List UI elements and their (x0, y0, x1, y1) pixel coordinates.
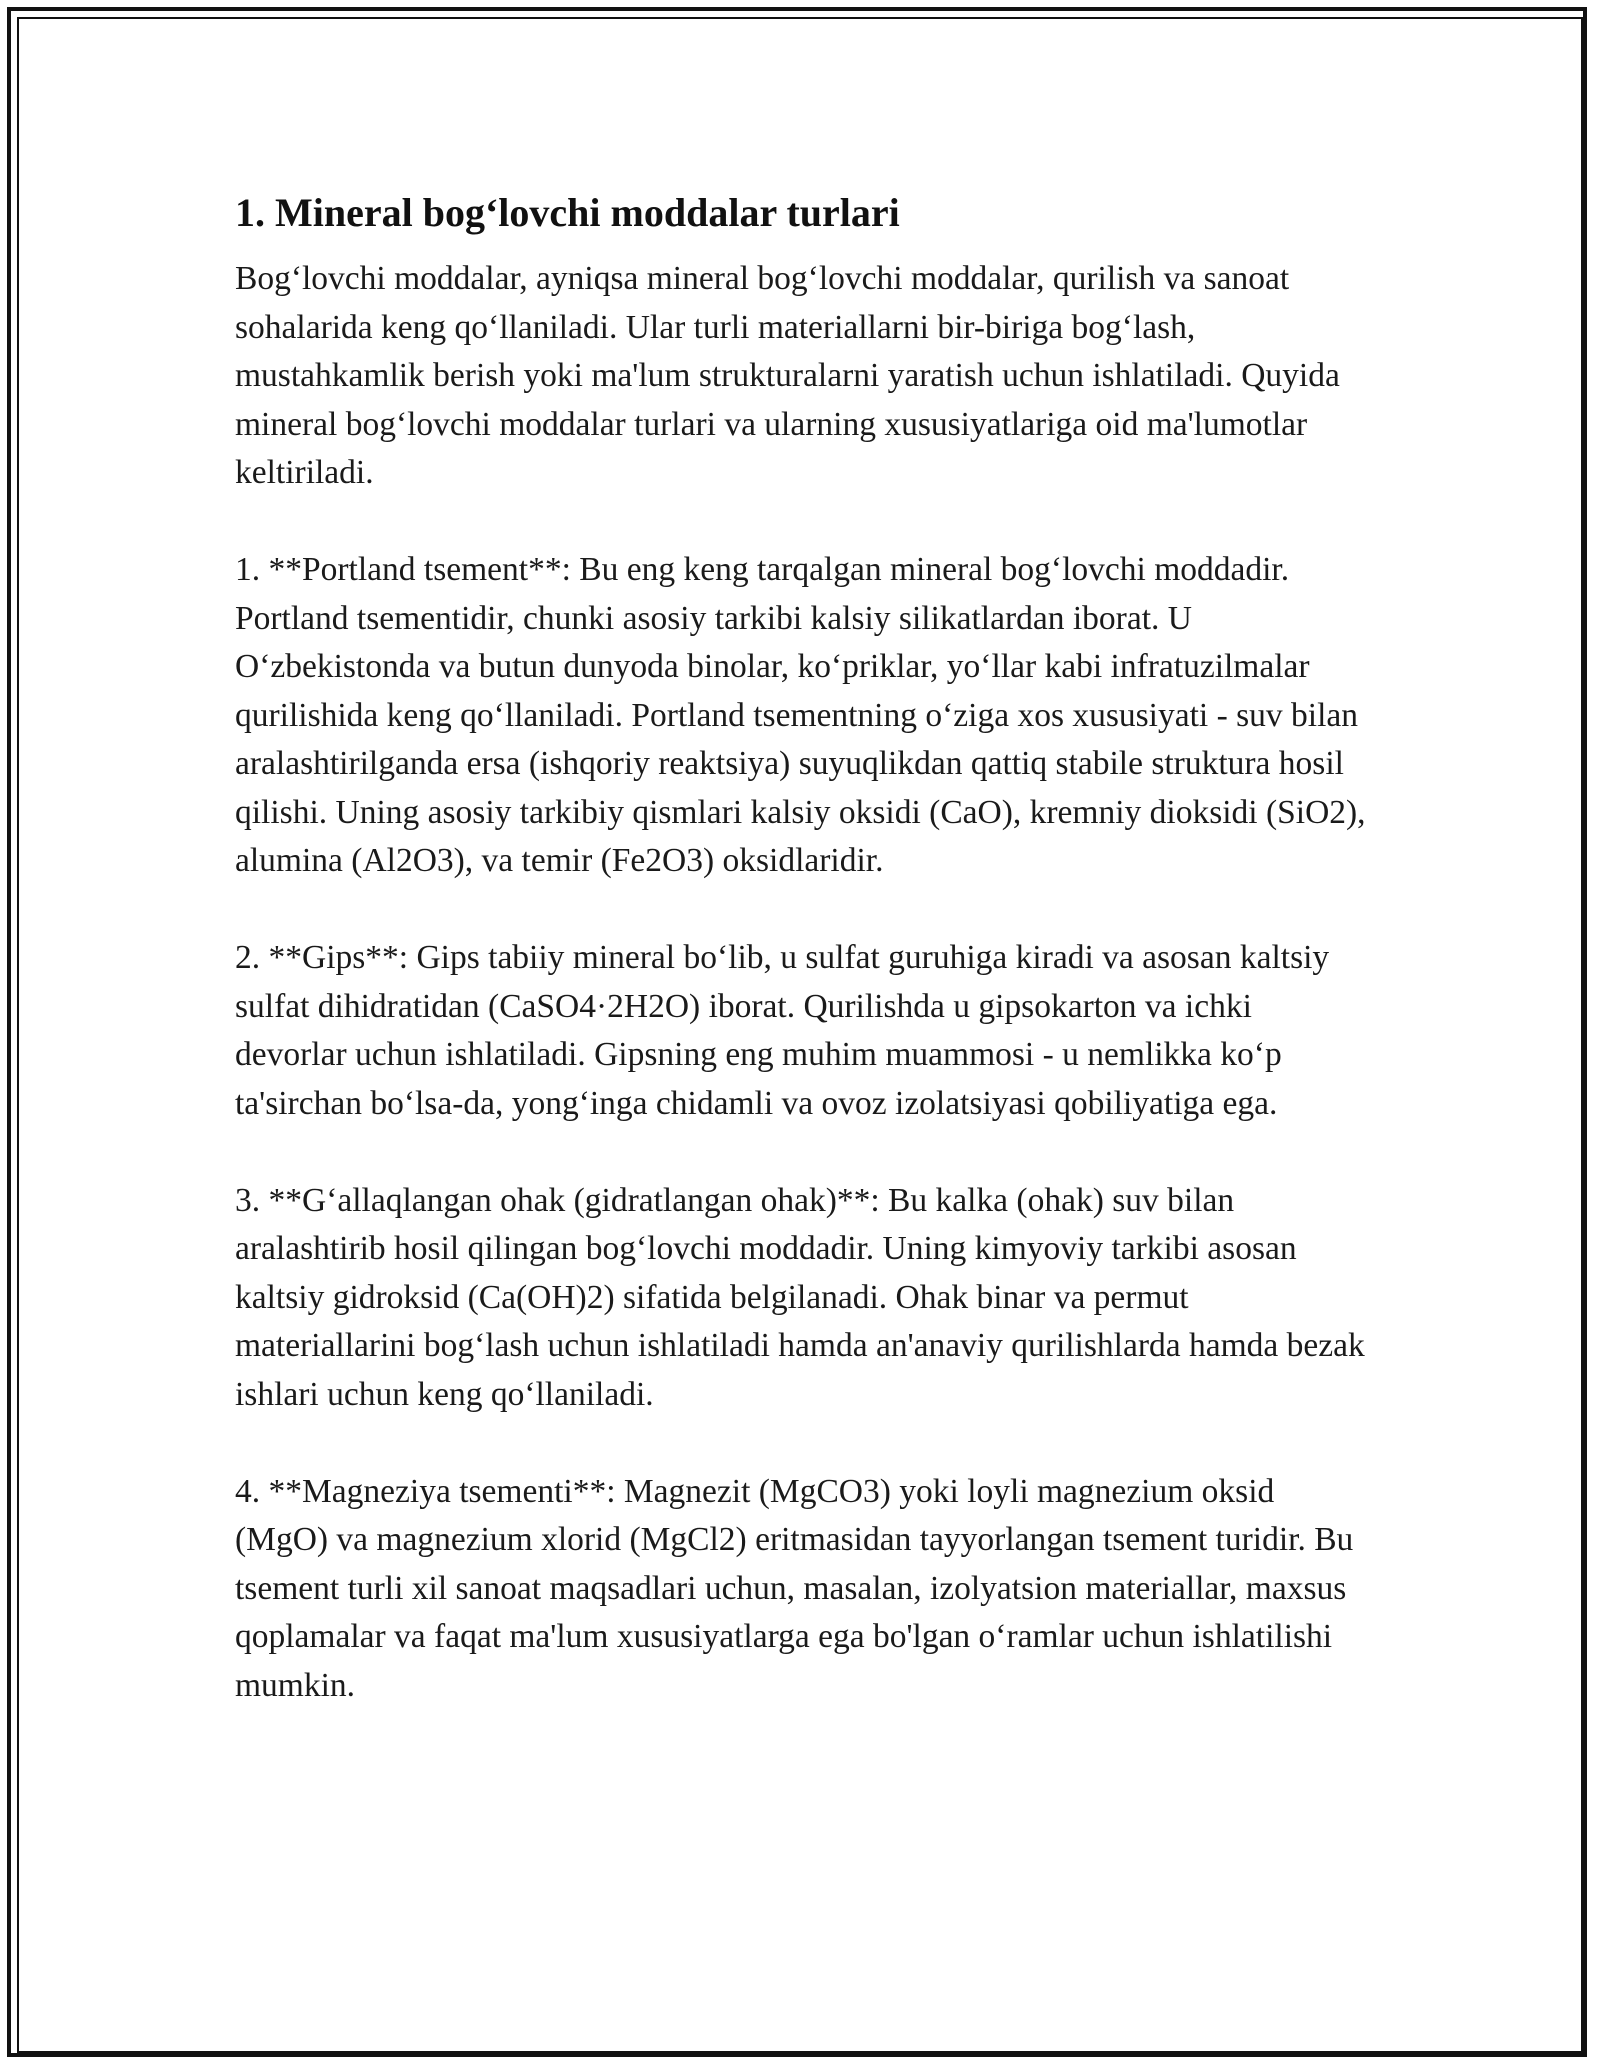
document-title: 1. Mineral bog‘lovchi moddalar turlari (235, 190, 900, 235)
hydrated-lime-paragraph: 3. **G‘allaqlangan ohak (gidratlangan ohak)**: Bu kalka (ohak) suv bilan aralashtirib hosil qilingan bog‘lovchi moddadir. Uning kimyoviy tarkibi asosan kaltsiy gidroksid (Ca(OH)2) sifatida belgilanadi. Ohak binar va permut materiallarini bog‘lash uchun ishlatiladi hamda an'anaviy qurilishlarda hamda bezak ishlari uchun keng qo‘llaniladi. (235, 1181, 1365, 1413)
portland-cement-paragraph: 1. **Portland tsement**: Bu eng keng tarqalgan mineral bog‘lovchi moddadir. Portland tsementidir, chunki asosiy tarkibi kalsiy silikatlardan iborat. U O‘zbekistonda va butun dunyoda binolar, ko‘priklar, yo‘llar kabi infratuzilmalar qurilishida keng qo‘llaniladi. Portland tsementning o‘ziga xos xususiyati - suv bilan aralashtirilganda ersa (ishqoriy reaktsiya) suyuqlikdan qattiq stabile struktura hosil qilishi. Uning asosiy tarkibiy qismlari kalsiy oksidi (CaO), kremniy dioksidi (SiO2), alumina (Al2O3), va temir (Fe2O3) oksidlaridir. (235, 551, 1366, 879)
gypsum-paragraph: 2. **Gips**: Gips tabiiy mineral bo‘lib, u sulfat guruhiga kiradi va asosan kaltsiy sulfat dihidratidan (CaSO4·2H2O) iborat. Qurilishda u gipsokarton va ichki devorlar uchun ishlatiladi. Gipsning eng muhim muammosi - u nemlikka ko‘p ta'sirchan bo‘lsa-da, yong‘inga chidamli va ovoz izolatsiyasi qobiliyatiga ega. (235, 939, 1330, 1122)
intro-paragraph: Bog‘lovchi moddalar, ayniqsa mineral bog‘lovchi moddalar, qurilish va sanoat sohalarida keng qo‘llaniladi. Ular turli materiallarni bir-biriga bog‘lash, mustahkamlik berish yoki ma'lum strukturalarni yaratish uchun ishlatiladi. Quyida mineral bog‘lovchi moddalar turlari va ularning xususiyatlariga oid ma'lumotlar keltiriladi. (235, 260, 1340, 491)
document-body (235, 185, 1370, 1759)
magnesia-cement-paragraph: 4. **Magneziya tsementi**: Magnezit (MgCO3) yoki loyli magnezium oksid (MgO) va magnezium xlorid (MgCl2) eritmasidan tayyorlangan tsement turidir. Bu tsement turli xil sanoat maqsadlari uchun, masalan, izolyatsion materiallar, maxsus qoplamalar va faqat ma'lum xususiyatlarga ega bo'lgan o‘ramlar uchun ishlatilishi mumkin. (235, 1472, 1354, 1704)
